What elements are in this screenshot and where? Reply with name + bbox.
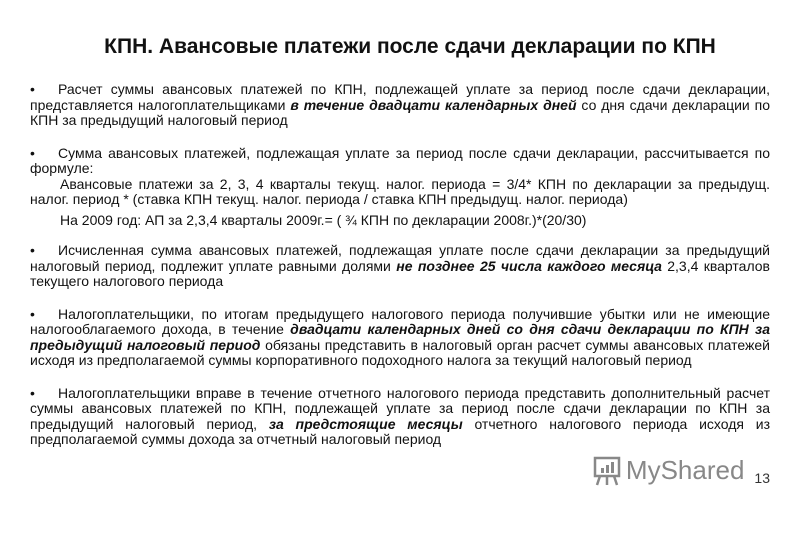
emphasis-text: в течение двадцати календарных дней	[290, 96, 577, 113]
presentation-icon	[592, 454, 622, 486]
text-segment: 2,3,4 кварталов текущего налогового периода	[30, 257, 770, 289]
slide-body	[30, 82, 770, 486]
emphasis-text: двадцати календарных дней со дня сдачи декларации по КПН за предыдущий налоговый период	[30, 321, 770, 353]
bullet: •	[30, 242, 35, 258]
text-segment: Сумма авансовых платежей, подлежащая уплате за период после сдачи декларации, рассчитывается по формуле:	[30, 144, 770, 176]
page-number: 13	[754, 469, 770, 486]
paragraph	[30, 243, 770, 290]
text-segment: Налогоплательщики вправе в течение отчетного налогового периода представить дополнительный расчет суммы авансовых платежей по КПН, подлежащей уплате за период после сдачи декларации по КПН за предыдущий налоговый период,	[30, 384, 770, 432]
slide-title: КПН. Авансовые платежи после сдачи декларации по КПН	[104, 35, 716, 58]
text-segment: Налогоплательщики, по итогам предыдущего налогового периода получившие убытки или не имеющие налогооблагаемого дохода, в течение	[30, 305, 770, 337]
emphasis-text: не позднее 25 числа каждого месяца	[396, 257, 662, 274]
bullet: •	[30, 305, 35, 322]
text-segment: со дня сдачи декларации по КПН за предыдущий налоговый период	[30, 96, 770, 128]
bullet: •	[30, 144, 35, 161]
paragraph	[30, 82, 770, 129]
text-segment: Авансовые платежи за 2, 3, 4 кварталы текущ. налог. периода = 3/4* КПН по декларации за предыдущ. налог. период * (ставка КПН текущ. налог. периода / ставка КПН предыдущ. налог. периода)	[30, 175, 770, 207]
slide-footer	[30, 454, 770, 486]
paragraph	[30, 307, 770, 369]
text-segment: отчетного налогового периода исходя из предполагаемой суммы дохода за отчетный налоговый период	[30, 415, 771, 447]
bullet: •	[30, 384, 35, 401]
paragraph	[30, 177, 770, 208]
text-segment: На 2009 год: АП за 2,3,4 кварталы 2009г.= ( ¾ КПН по декларации 2008г.)*(20/30)	[60, 211, 587, 228]
watermark-text: MyShared	[625, 454, 745, 485]
paragraph	[30, 146, 770, 177]
text-segment: обязаны представить в налоговый орган расчет суммы авансовых платежей исходя из предполагаемой суммы корпоративного подоходного налога за текущий налоговый период	[30, 336, 770, 368]
bullet: •	[30, 81, 35, 97]
text-segment: Исчисленная сумма авансовых платежей, подлежащая уплате после сдачи декларации за предыдущий налоговый период, подлежит уплате равными долями	[30, 242, 770, 274]
emphasis-text: за предстоящие месяцы	[268, 415, 463, 432]
paragraph	[30, 213, 770, 229]
paragraph	[30, 386, 770, 448]
text-segment: Расчет суммы авансовых платежей по КПН, подлежащей уплате за период после сдачи декларации, представляется налогоплательщиками	[30, 81, 770, 113]
watermark	[592, 454, 745, 486]
